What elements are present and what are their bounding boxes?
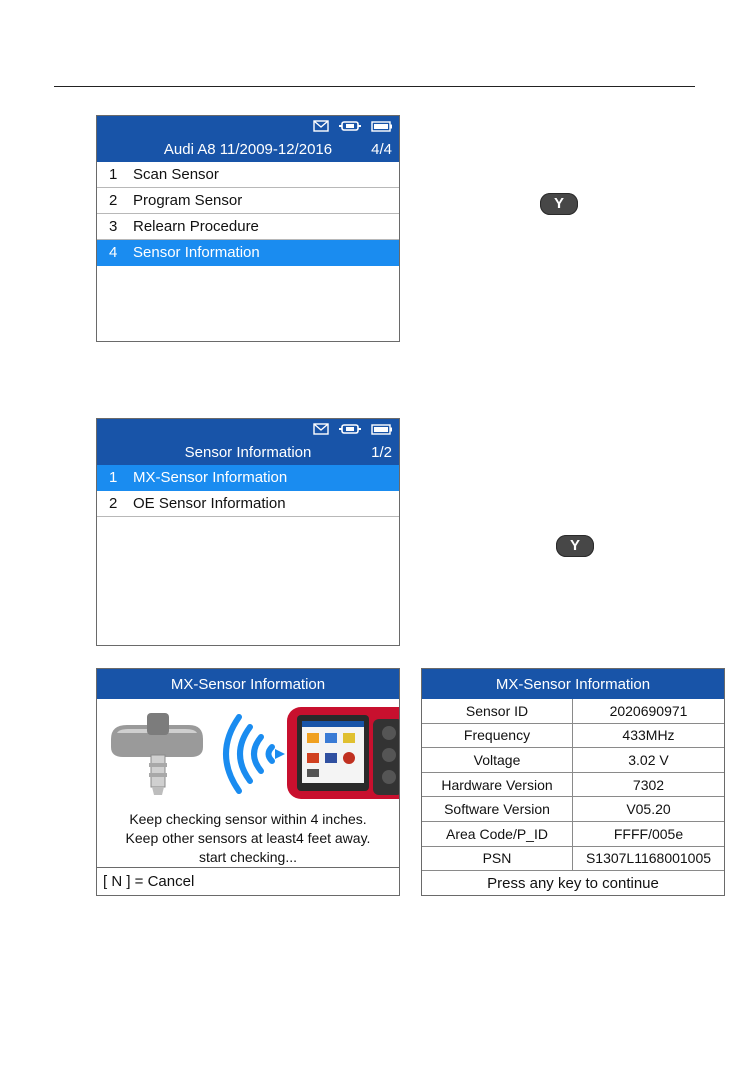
screen-title: Sensor Information	[184, 444, 312, 461]
row-value: FFFF/005e	[573, 821, 725, 846]
continue-hint[interactable]: Press any key to continue	[487, 875, 659, 893]
menu-item-label: Sensor Information	[133, 244, 260, 261]
vehicle-menu-screen	[96, 115, 400, 342]
table-row	[422, 797, 724, 822]
table-row	[422, 748, 724, 773]
table-row	[422, 723, 724, 748]
row-value: S1307L1168001005	[573, 846, 725, 871]
car-connection-icon	[339, 120, 361, 132]
cancel-hint[interactable]: [ N ] = Cancel	[97, 867, 399, 895]
table-row	[422, 846, 724, 871]
title-bar	[97, 116, 399, 162]
page-indicator: 4/4	[371, 141, 392, 158]
row-value: 7302	[573, 772, 725, 797]
battery-icon	[371, 424, 393, 435]
battery-icon	[371, 121, 393, 132]
car-connection-icon	[339, 423, 361, 435]
row-label: Sensor ID	[422, 699, 573, 723]
table-row	[422, 699, 724, 723]
menu-item-sensor-information[interactable]	[97, 240, 399, 266]
menu-item-number: 2	[109, 495, 118, 512]
menu-item-program-sensor[interactable]	[97, 188, 399, 214]
row-value: 433MHz	[573, 723, 725, 748]
sensor-trigger-illustration	[97, 699, 399, 804]
screen-title: MX-Sensor Information	[422, 669, 724, 699]
menu-item-label: Program Sensor	[133, 192, 243, 209]
table-row	[422, 821, 724, 846]
tpms-sensor-icon	[111, 713, 203, 795]
menu-item-number: 2	[109, 192, 118, 209]
message-line: Keep other sensors at least4 feet away.	[125, 830, 371, 846]
sensor-information-screen	[96, 418, 400, 646]
checking-message	[97, 810, 399, 867]
message-line: Keep checking sensor within 4 inches.	[129, 811, 367, 827]
title-bar	[97, 419, 399, 465]
y-key-button[interactable]: Y	[540, 193, 578, 215]
mail-icon	[313, 120, 329, 132]
row-label: Area Code/P_ID	[422, 821, 573, 846]
screen-title: Audi A8 11/2009-12/2016	[163, 141, 333, 158]
page-indicator: 1/2	[371, 444, 392, 461]
header-rule	[54, 86, 695, 87]
row-value: V05.20	[573, 797, 725, 822]
menu-item-number: 1	[109, 166, 118, 183]
row-value: 3.02 V	[573, 748, 725, 773]
row-value: 2020690971	[573, 699, 725, 723]
row-label: Frequency	[422, 723, 573, 748]
menu-item-scan-sensor[interactable]	[97, 162, 399, 188]
row-label: PSN	[422, 846, 573, 871]
menu-item-label: OE Sensor Information	[133, 495, 286, 512]
tpms-tool-device-icon	[287, 707, 399, 799]
mx-sensor-info-result-screen	[421, 668, 725, 896]
screen-title: MX-Sensor Information	[97, 669, 399, 699]
mx-sensor-checking-screen	[96, 668, 400, 896]
menu-item-relearn-procedure[interactable]	[97, 214, 399, 240]
menu-item-number: 3	[109, 218, 118, 235]
mail-icon	[313, 423, 329, 435]
wireless-signal-icon	[226, 717, 272, 791]
menu-item-number: 1	[109, 469, 118, 486]
menu-item-label: Scan Sensor	[133, 166, 219, 183]
row-label: Hardware Version	[422, 772, 573, 797]
row-label: Software Version	[422, 797, 573, 822]
menu-item-oe-sensor-information[interactable]	[97, 491, 399, 517]
table-row	[422, 772, 724, 797]
menu-item-number: 4	[109, 244, 118, 261]
menu-item-label: Relearn Procedure	[133, 218, 259, 235]
row-label: Voltage	[422, 748, 573, 773]
menu-item-label: MX-Sensor Information	[133, 469, 288, 486]
sensor-info-table	[422, 699, 724, 871]
y-key-button[interactable]: Y	[556, 535, 594, 557]
menu-item-mx-sensor-information[interactable]	[97, 465, 399, 491]
message-line: start checking...	[198, 849, 298, 865]
